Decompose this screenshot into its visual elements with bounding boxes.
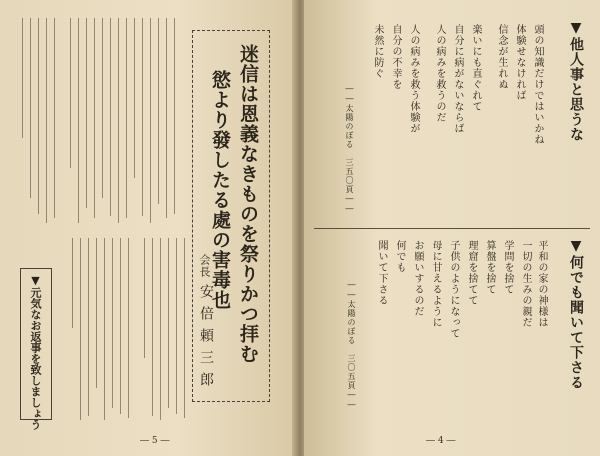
verse-line: 平和の家の神様は: [536, 240, 547, 328]
verse-line: 楽いにも直ぐれて: [470, 24, 481, 112]
article-title-line2: 慾より發したる處の害毒也: [209, 70, 231, 310]
verse-line: 聞いて下さる: [376, 240, 387, 306]
heading-top: ▼他人事と思うな: [568, 20, 584, 142]
left-page: [0, 0, 296, 456]
source-top: ――太陽のぼる 三五〇頁――: [345, 84, 354, 214]
right-page: [304, 0, 600, 456]
verse-line: 一切の生みの親だ: [520, 240, 531, 328]
verse-line: 信念が生れぬ: [496, 24, 507, 90]
verse-line: 頭の知識だけではいかね: [532, 24, 543, 145]
verse-line: 母に甘えるように: [430, 240, 441, 328]
page-number-right: ― 4 ―: [426, 436, 456, 446]
left-top-text-block: [8, 18, 178, 228]
section-divider: [314, 228, 590, 229]
author-role: 会長: [198, 254, 211, 278]
verse-line: 未然に防ぐ: [372, 24, 383, 79]
verse-line: 人の病みを救うのだ: [434, 24, 445, 123]
verse-bottom: [322, 240, 558, 430]
verse-line: 自分に病がないならば: [452, 24, 463, 134]
side-heading: ▼元気なお返事を致しましょう: [29, 274, 42, 430]
source-bottom: ――太陽のぼる 三〇五頁――: [347, 280, 356, 410]
verse-line: 理窟を捨てて: [466, 240, 477, 306]
verse-line: 人の病みを救う体験が: [408, 24, 419, 134]
verse-line: 何でも: [394, 240, 405, 273]
verse-line: 体験せなければ: [514, 24, 525, 101]
page-number-left: ― 5 ―: [140, 436, 170, 446]
left-middle-text-block: [8, 236, 58, 266]
article-title-line1: 迷信は恩義なきものを祭りかつ拝む: [237, 44, 259, 364]
verse-line: 子供のようになって: [448, 240, 459, 339]
verse-line: 自分の不幸を: [390, 24, 401, 90]
left-bottom-text-block: [60, 238, 190, 428]
author-name: 安倍頼三郎: [198, 284, 214, 394]
verse-line: 学問を捨て: [502, 240, 513, 295]
verse-top: [322, 24, 558, 224]
verse-line: 算盤を捨て: [484, 240, 495, 295]
heading-bottom: ▼何でも聞いて下さる: [568, 238, 584, 390]
verse-line: お願いするのだ: [412, 240, 423, 317]
